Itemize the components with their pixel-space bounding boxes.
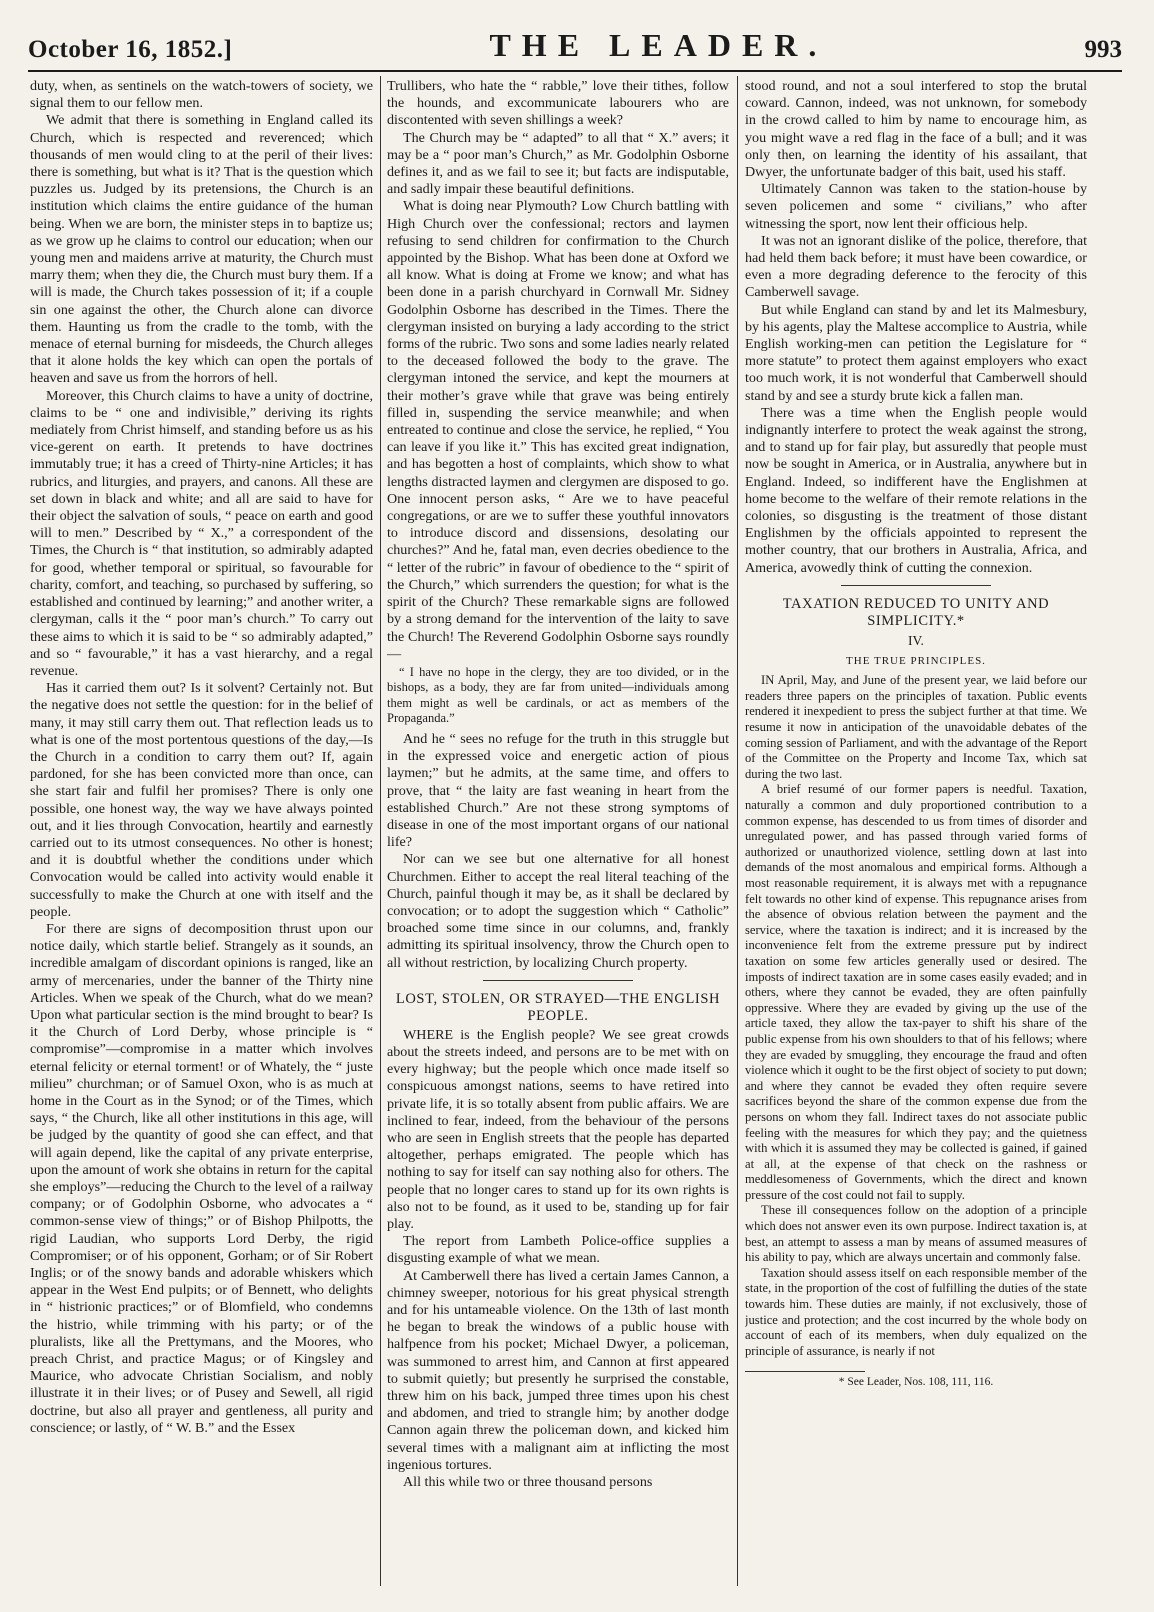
paragraph: There was a time when the English people would indignantly interfere to protect the weak against the strong, and to stand up for fair play, but assuredly that people must now be sought in America, or in Australia, anywhere but in England. Indeed, so indifferent have the Englishmen at home become to the welfare of their remote relations in the colonies, so disgusting is the treatment of those distant Englishmen by the officials appointed to represent the mother country, that our brothers in Australia, Africa, and America, avowedly think of cutting the connexion. bbox=[745, 404, 1087, 576]
paragraph: The Church may be “ adapted” to all that “ X.” avers; it may be a “ poor man’s Church,” as Mr. Godolphin Osborne defines it, and as we fail to see it; but facts are indisputable, and sadly impair these beautiful definitions. bbox=[387, 129, 729, 198]
section-number: IV. bbox=[908, 632, 924, 648]
paragraph: And he “ sees no refuge for the truth in this struggle but in the expressed voice and energetic action of pious laymen;” but he admits, at the same time, and offers to prove, that “ the laity are fast weaning in heart from the established Church.” Are not these strong symptoms of disease in one of the most important organs of our national life? bbox=[387, 730, 729, 851]
page-number: 993 bbox=[1084, 36, 1122, 63]
newspaper-title: THE LEADER. bbox=[489, 27, 828, 63]
section-divider bbox=[841, 585, 991, 586]
section-heading: TAXATION REDUCED TO UNITY AND SIMPLICITY.* bbox=[782, 595, 1050, 629]
paragraph: All this while two or three thousand persons bbox=[403, 1474, 653, 1491]
column-2 bbox=[387, 78, 729, 1584]
issue-date: October 16, 1852.] bbox=[28, 36, 233, 63]
block-quote: “ I have no hope in the clergy, they are too divided, or in the bishops, as a body, they are far from united—individuals among them might as well be cardinals, or act as members of the Propaganda.” bbox=[387, 664, 729, 726]
paragraph: We admit that there is something in England called its Church, which is respected and reverenced; which thousands of men would cling to at the peril of their lives: there is something, but what is it? That is the question which puzzles us. Judged by its pretensions, the Church is an institution which claims the entire guidance of the human being. When we are born, the minister steps in to baptize us; as we grow up he claims to control our education; when our young men and maidens arrive at maturity, the Church must marry them; when they die, the Church must bury them. If a will is made, the Church takes possession of it; if a couple sin one against the other, the Church alone can divorce them. Haunting us from the cradle to the tomb, with the menace of eternal burning for misdeeds, the Church alleges that it alone holds the key which can open the portals of heaven and save us from the horrors of hell. bbox=[30, 112, 373, 387]
paragraph: WHERE is the English people? We see great crowds about the streets indeed, and persons are to be met with on every highway; but the people which once made itself so conspicuous amongst nations, seems to have retired into private life, it is so totally absent from public affairs. We are inclined to fear, indeed, from the behaviour of the persons who are seen in English streets that the people has departed altogether, perhaps emigrated. The people which has nothing to say for itself can say nothing also for others. The people that no longer cares to stand up for its own rights is also not to be found, as it used to be, standing up for fair play. bbox=[387, 1026, 729, 1232]
footnote: * See Leader, Nos. 108, 111, 116. bbox=[838, 1376, 994, 1389]
section-subheading: THE TRUE PRINCIPLES. bbox=[846, 655, 986, 668]
paragraph: At Camberwell there has lived a certain James Cannon, a chimney sweeper, notorious for his great physical strength and for his untameable violence. On the 13th of last month he began to break the windows of a public house with halfpence from his pocket; Michael Dwyer, a policeman, was summoned to arrest him, and Cannon at first appeared to submit quietly; but presently he surprised the constable, threw him on his back, jumped three times upon his chest and abdomen, and tried to strangle him; by another dodge Cannon again threw the policeman down, and kicked him several times with a malignant aim at inflicting the most ingenious tortures. bbox=[387, 1267, 729, 1473]
paragraph: stood round, and not a soul interfered to stop the brutal coward. Cannon, indeed, was not unknown, for somebody in the crowd called to him by name to encourage him, as you might wave a red flag in the face of a bull; and it was only then, on learning the identity of his assailant, that Dwyer, the unfortunate badger of this bait, used his staff. bbox=[745, 78, 1087, 181]
column-1 bbox=[30, 78, 373, 1584]
paragraph: Taxation should assess itself on each responsible member of the state, in the proportion of the cost of fulfilling the duties of the state towards him. These duties are mainly, if not exclusively, those of justice and protection; and the cost incurred by the whole body on account of each of its members, when duly equalized on the principle of assurance, is nearly if not bbox=[745, 1265, 1087, 1358]
footnote-rule bbox=[745, 1371, 865, 1372]
header-rule bbox=[28, 70, 1122, 72]
masthead bbox=[28, 24, 1122, 64]
section-heading: LOST, STOLEN, OR STRAYED—THE ENGLISH PEOPLE. bbox=[395, 990, 721, 1024]
column-3 bbox=[745, 78, 1087, 1584]
paragraph: Has it carried them out? Is it solvent? Certainly not. But the negative does not settle the question: for in the belief of many, it may still carry them out. That reflection leads us to what is one of the most portentous questions of the day,—Is the Church in a condition to carry them out? If, again pardoned, for she has been convicted more than once, can she start fair and fulfil her promises? There is only one possible, one honest way, the way we have always pointed out, and it lies through Convocation, heartily and earnestly carried out to its utmost consequences. No other is honest; and it is doubtful whether the conditions under which Convocation would be called into activity would enable it successfully to make the Church at one with itself and the people. bbox=[30, 680, 373, 920]
paragraph: It was not an ignorant dislike of the police, therefore, that had held them back before; it must have been cowardice, or even a more degrading deference to the ferocity of this Camberwell savage. bbox=[745, 232, 1087, 301]
paragraph: Trullibers, who hate the “ rabble,” love their tithes, follow the hounds, and excommunicate labourers who are discontented with seven shillings a week? bbox=[387, 78, 729, 129]
paragraph: For there are signs of decomposition thrust upon our notice daily, which startle belief. Strangely as it sounds, an incredible amalgam of discordant opinions is ranged, like an army of mercenaries, under the banner of the Thirty nine Articles. When we speak of the Church, what do we mean? Upon what particular section is the mind brought to bear? Is it the Church of Lord Derby, whose principle is “ compromise”—compromise in a matter which involves eternal felicity or eternal torment! or of Whately, the “ juste milieu” churchman; or of Samuel Oxon, who is as much at home in the Court as in the Synod; or of the Times, which says, “ the Church, like all other institutions in this age, will be judged by the quantity of good she can effect, and that will again depend, like the capital of any private enterprise, upon the amount of work she obtains in return for the capital she employs”—reducing the Church to the level of a railway company; or of Godolphin Osborne, who advocates a “ common-sense view of things;” or of Bishop Philpotts, the rigid Laudian, who supports Lord Derby, the rigid Compromiser; or of his opponent, Gorham; or of Sir Robert Inglis; or of the snowy bands and adorable whiskers which appear in the West End pulpits; or of Bennett, who delights in “ histrionic practices;” or of Blomfield, who condemns the histrio, while trimming with his party; or of the pluralists, like all the Prettymans, and the Moores, who preach Christ, and practice Magus; or of Kingsley and Maurice, who advocate Christian Socialism, and nobly illustrate it in their lives; or of Pusey and Sewell, all rigid doctrine, but also all prayer and gentleness, all purity and conscience; or lastly, of “ W. B.” and the Essex bbox=[30, 920, 373, 1436]
paragraph: IN April, May, and June of the present year, we laid before our readers three papers on the principles of taxation. Public events rendered it inexpedient to press the subject further at that time. We resume it now in anticipation of the unavoidable debates of the coming session of Parliament, and with the advantage of the Report of the Committee on the Property and Income Tax, which sat during the two last. bbox=[745, 673, 1087, 781]
section-divider bbox=[483, 980, 633, 981]
paragraph: What is doing near Plymouth? Low Church battling with High Church over the confessional; rectors and laymen refusing to send children for confirmation to the Church appointed by the Bishop. What has been done at Oxford we all know. What is doing at Frome we know; and what has been done in a parish churchyard in Cornwall Mr. Sidney Godolphin Osborne has described in the Times. There the clergyman insisted on burying a lady according to the strict forms of the rubric. Two sons and some ladies nearly related to the deceased followed the body to the grave. The clergyman intoned the service, and kept the mourners at their mother’s grave while that grave was being entirely filled in, suspending the service meanwhile; and when entreated to continue and close the service, he replied, “ You can leave if you like it.” This has excited great indignation, and has begotten a host of complaints, which show to what lengths distracted laymen and clergymen are disposed to go. One innocent person asks, “ Are we to have peaceful congregations, or are we to suffer these youthful innovators to introduce discord and dissensions, desolating our churches?” And he, fatal man, even decries obedience to the “ letter of the rubric” in favour of obedience to the “ spirit of the Church,” which surrenders the question; for what is the spirit of the Church? These remarkable signs are followed by a strong demand for the intervention of the laity to save the Church! The Reverend Godolphin Osborne says roundly— bbox=[387, 198, 729, 662]
paragraph: But while England can stand by and let its Malmesbury, by his agents, play the Maltese accomplice to Austria, while English working-men can petition the Legislature for “ more statute” to protect them against employers who exact too much work, it is not wonderful that Camberwell should stand by and see a sturdy brute kick a fallen man. bbox=[745, 301, 1087, 404]
column-divider bbox=[737, 76, 738, 1586]
paragraph: Ultimately Cannon was taken to the station-house by seven policemen and some “ civilians,” who after witnessing the sport, now lent their officious help. bbox=[745, 181, 1087, 232]
paragraph: The report from Lambeth Police-office supplies a disgusting example of what we mean. bbox=[387, 1233, 729, 1267]
paragraph: A brief resumé of our former papers is needful. Taxation, naturally a common and duly proportioned contribution to a common expense, has descended to us from times of disorder and unregulated power, and has passed through varied forms of authorized or unauthorized violence, settling down at last into demands of the most anomalous and empirical forms. Although a most reasonable requirement, it is always met with a repugnance felt towards no other kind of expense. This repugnance arises from the absence of obvious relation between the payment and the service, where the taxation is indirect; and it is increased by the inconvenience felt from the extreme pressure put by indirect taxation on some few articles generally used or desired. The imposts of indirect taxation are in some cases easily evaded; and in others, where they cannot be evaded, they are often painfully oppressive. Where they are evaded by giving up the use of the article taxed, they allow the tax-payer to shift his share of the public expense from his own shoulders to that of his fellows; where they are evaded by smuggling, they encourage the fraud and often violence which it ought to be the first object of society to put down; and where they cannot be evaded they often require severe sacrifices beyond the share of the common expense due from the persons on whom they fall. Indirect taxes do not associate public feeling with the measures for which they pay; and the quietness with which it is assumed they may be collected is gained, if gained at all, at the expense of that check on the rashness or meddlesomeness of Governments, which the direct and known pressure of the cost could not fail to supply. bbox=[745, 782, 1087, 1202]
paragraph: Nor can we see but one alternative for all honest Churchmen. Either to accept the real literal teaching of the Church, painful though it may be, as it shall be declared by convocation; or to adopt the suggestion which “ Catholic” broached some time since in our columns, and, frankly admitting its spiritual insolvency, throw the Church open to all without restriction, by localizing Church property. bbox=[387, 851, 729, 971]
paragraph: These ill consequences follow on the adoption of a principle which does not answer even its own purpose. Indirect taxation is, at best, an attempt to assess a man by means of assumed measures of his ability to pay, which are always uncertain and commonly false. bbox=[745, 1203, 1087, 1265]
paragraph: duty, when, as sentinels on the watch-towers of society, we signal them to our fellow men. bbox=[30, 78, 373, 112]
column-divider bbox=[380, 76, 381, 1586]
paragraph: Moreover, this Church claims to have a unity of doctrine, claims to be “ one and indivisible,” deriving its rights mediately from Christ himself, and standing before us as his vice-gerent on earth. It pretends to have doctrines immutably true; it has a creed of Thirty-nine Articles; it has rubrics, and liturgies, and prayers, and canons. All these are set down in black and white; and all are said to have for their object the salvation of souls, “ peace on earth and good will to men.” Described by “ X.,” a correspondent of the Times, the Church is “ that institution, so admirably adapted for good, whether temporal or spiritual, so favourable for charity, comfort, and teaching, so purchased by suffering, so established and continued by learning;” and another writer, a clergyman, calls it the “ poor man’s church.” To carry out these aims to which it is said to be “ so admirably adapted,” and so “ favourable,” it has a vast hierarchy, and a regal revenue. bbox=[30, 387, 373, 679]
